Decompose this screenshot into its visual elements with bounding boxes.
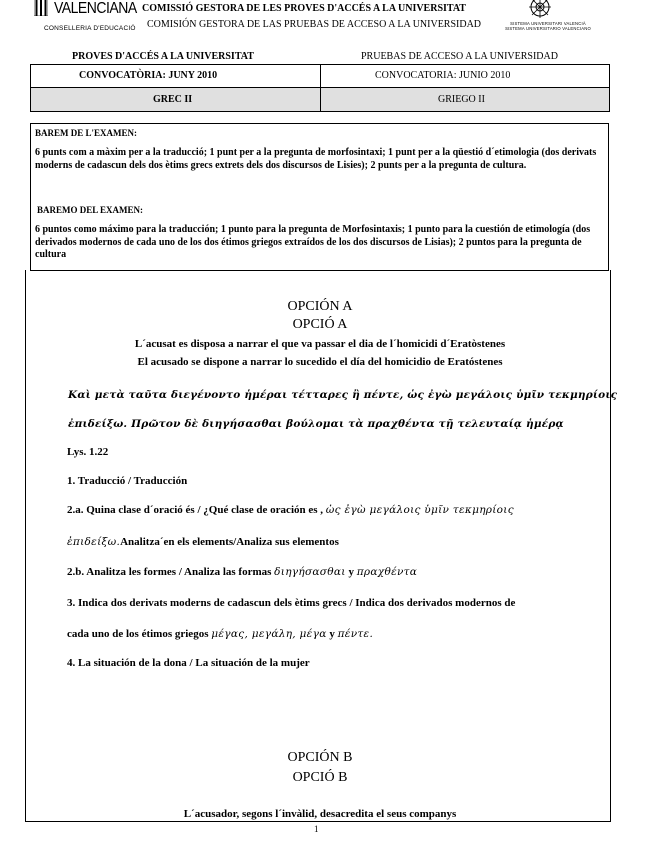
uni-text-es: SISTEMA UNIVERSITARIO VALENCIANO xyxy=(505,26,591,31)
title-pruebas-es: PRUEBAS DE ACCESO A LA UNIVERSIDAD xyxy=(361,51,558,62)
greek-text-line1: Καὶ μετὰ ταῦτα διεγένοντο ἡμέραι τέτταρες ἢ πέντε, ὡς ἐγὼ μεγάλοις ὑμῖν τεκμηρίοις xyxy=(68,389,618,401)
convocatoria-es: CONVOCATORIA: JUNIO 2010 xyxy=(375,70,511,81)
q3-num: 3. xyxy=(67,597,76,609)
grading-box xyxy=(30,123,609,271)
q3-text: Indica dos derivats moderns de cadascun dels ètims grecs / Indica dos derivados modernos de xyxy=(78,597,516,609)
greek-text-line2: ἐπιδείξω. Πρῶτον δὲ διηγήσασθαι βούλομαι τὰ πραχθέντα τῇ τελευταίᾳ ἡμέρᾳ xyxy=(68,418,564,430)
barem-heading-es: BAREMO DEL EXAMEN: xyxy=(37,205,144,215)
table-divider-vertical xyxy=(320,65,321,111)
exam-title-row xyxy=(30,48,610,64)
page-border-right xyxy=(610,270,611,822)
logo-name: VALENCIANA xyxy=(54,0,137,17)
option-b-subtitle-va: L´acusador, segons l´invàlid, desacredita el seus companys xyxy=(183,808,457,820)
university-emblem-icon xyxy=(526,0,554,20)
logo-dept: CONSELLERIA D'EDUCACIÓ xyxy=(44,25,136,32)
q2a-greek: ὡς ἐγὼ μεγάλοις ὑμῖν τεκμηρίοις xyxy=(325,504,514,516)
flag-icon xyxy=(34,0,48,16)
uni-text-va: SISTEMA UNIVERSITARI VALENCIÀ xyxy=(510,21,586,26)
question-3-line1 xyxy=(67,597,515,609)
exam-info-table xyxy=(30,64,610,112)
university-system-logo xyxy=(488,0,608,38)
barem-text-va: 6 punts com a màxim per a la traducció; 1 punt per a la pregunta de morfosintaxi; 1 punt per a la qüestió d´etimologia (dos derivats moderns de cadascun dels dos ètims grecs extrets dels dos discursos de Lisies); 2 punts per a la pregunta de cultura. xyxy=(35,147,597,171)
option-b-title-es: OPCIÓN B xyxy=(287,750,353,765)
option-a-title-va: OPCIÓ A xyxy=(292,317,348,332)
option-b-title-va: OPCIÓ B xyxy=(292,770,348,785)
q2a-prefix: 2.a. Quina clase d´oració és / ¿Qué clase de oración es , xyxy=(67,504,324,516)
text-reference: Lys. 1.22 xyxy=(67,446,109,458)
subject-es: GRIEGO II xyxy=(438,94,485,105)
option-a-subtitle-va: L´acusat es disposa a narrar el que va passar el dia de l´homicidi d´Eratòstenes xyxy=(134,338,506,350)
convocatoria-va: CONVOCATÒRIA: JUNY 2010 xyxy=(79,70,218,81)
question-1: 1. Traducció / Traducción xyxy=(67,475,188,487)
header-commission-es: COMISIÓN GESTORA DE LAS PRUEBAS DE ACCESO A LA UNIVERSIDAD xyxy=(147,19,482,30)
page-border-left xyxy=(25,270,26,822)
q3-greek: μέγας, μεγάλη, μέγα xyxy=(211,628,327,640)
q3-greek2: πέντε. xyxy=(337,628,374,640)
q2a-suffix: Analitza´en els elements/Analiza sus elementos xyxy=(120,536,339,548)
page-border-bottom xyxy=(25,821,610,822)
subject-va: GREC II xyxy=(153,94,193,105)
question-4: 4. La situación de la dona / La situación de la mujer xyxy=(67,657,310,669)
question-3-line2 xyxy=(67,628,373,640)
q2a-greek2: ἐπιδείξω. xyxy=(67,536,121,548)
question-2b xyxy=(67,566,417,578)
q2b-greek1: διηγήσασθαι xyxy=(274,566,346,578)
q3-text2: cada uno de los étimos griegos xyxy=(67,628,209,640)
q3-y: y xyxy=(329,628,335,640)
question-2a-line2 xyxy=(67,536,339,548)
question-2a-line1 xyxy=(67,504,514,516)
option-a-title-es: OPCIÓN A xyxy=(287,299,353,314)
barem-heading-va: BAREM DE L'EXAMEN: xyxy=(35,128,138,138)
page-number: 1 xyxy=(314,824,319,834)
option-a-subtitle-es: El acusado se dispone a narrar lo sucedido el día del homicidio de Eratóstenes xyxy=(137,356,503,368)
q2b-mid: y xyxy=(345,566,354,578)
barem-text-es: 6 puntos como máximo para la traducción; 1 punto para la pregunta de Morfosintaxis; 1 punto para la cuestión de etimología (dos derivados modernos de cada uno de los dos étimos griegos extraídos de los dos discursos de Lisias); 2 puntos para la pregunta de cultura xyxy=(35,224,591,260)
header-commission-va: COMISSIÓ GESTORA DE LES PROVES D'ACCÉS A LA UNIVERSITAT xyxy=(142,3,466,14)
generalitat-logo xyxy=(32,0,137,42)
q2b-prefix: 2.b. Analitza les formes / Analiza las formas xyxy=(67,566,272,578)
university-system-text xyxy=(488,21,608,31)
title-proves-va: PROVES D'ACCÉS A LA UNIVERSITAT xyxy=(72,51,254,62)
q2b-greek2: πραχθέντα xyxy=(356,566,418,578)
